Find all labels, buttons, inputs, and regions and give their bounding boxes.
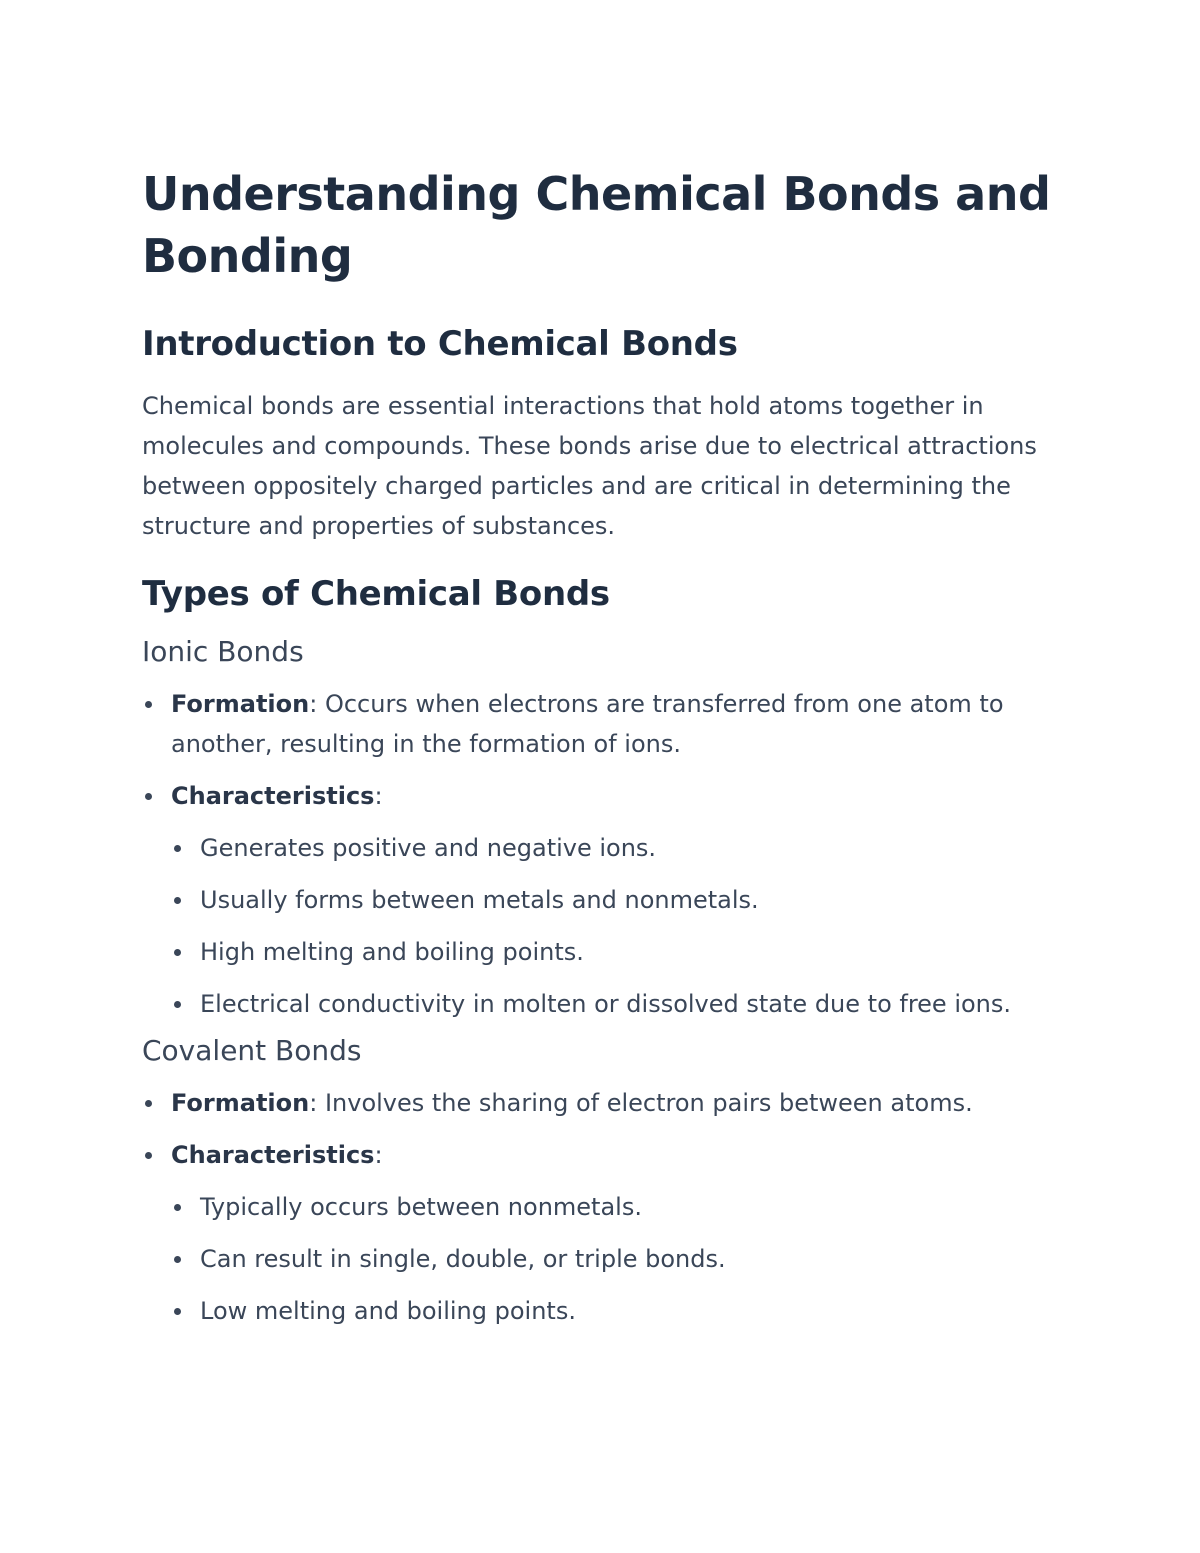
document-page xyxy=(142,163,1072,1331)
heading-introduction: Introduction to Chemical Bonds xyxy=(142,324,738,364)
covalent-characteristic-item: Low melting and boiling points. xyxy=(142,1291,1072,1331)
heading-covalent-bonds: Covalent Bonds xyxy=(142,1034,362,1067)
covalent-bonds-list xyxy=(142,1083,1072,1331)
ionic-bonds-list xyxy=(142,684,1072,1024)
document-title: Understanding Chemical Bonds and Bonding xyxy=(142,167,1051,283)
covalent-formation-label: Formation xyxy=(171,1089,310,1117)
ionic-formation-text: : Occurs when electrons are transferred from one atom to another, resulting in the formation of ions. xyxy=(171,690,1004,758)
ionic-characteristic-item: Generates positive and negative ions. xyxy=(142,828,1072,868)
ionic-formation-label: Formation xyxy=(171,690,310,718)
covalent-characteristics-label: Characteristics xyxy=(171,1141,375,1169)
ionic-characteristics-label: Characteristics xyxy=(171,782,375,810)
intro-paragraph: Chemical bonds are essential interactions that hold atoms together in molecules and compounds. These bonds arise due to electrical attractions between oppositely charged particles and are critical in determining the structure and properties of substances. xyxy=(142,392,1037,540)
covalent-characteristics-colon: : xyxy=(374,1141,383,1169)
covalent-characteristic-item: Can result in single, double, or triple bonds. xyxy=(142,1239,1072,1279)
ionic-formation-item xyxy=(142,684,1072,764)
ionic-characteristics-item xyxy=(142,776,1072,816)
heading-types: Types of Chemical Bonds xyxy=(142,574,610,614)
covalent-characteristic-item: Typically occurs between nonmetals. xyxy=(142,1187,1072,1227)
heading-ionic-bonds: Ionic Bonds xyxy=(142,635,304,668)
ionic-characteristic-item: Electrical conductivity in molten or dissolved state due to free ions. xyxy=(142,984,1072,1024)
ionic-characteristic-item: Usually forms between metals and nonmetals. xyxy=(142,880,1072,920)
covalent-formation-text: : Involves the sharing of electron pairs between atoms. xyxy=(309,1089,973,1117)
ionic-characteristic-item: High melting and boiling points. xyxy=(142,932,1072,972)
ionic-characteristics-colon: : xyxy=(374,782,383,810)
covalent-characteristics-item xyxy=(142,1135,1072,1175)
covalent-formation-item xyxy=(142,1083,1072,1123)
